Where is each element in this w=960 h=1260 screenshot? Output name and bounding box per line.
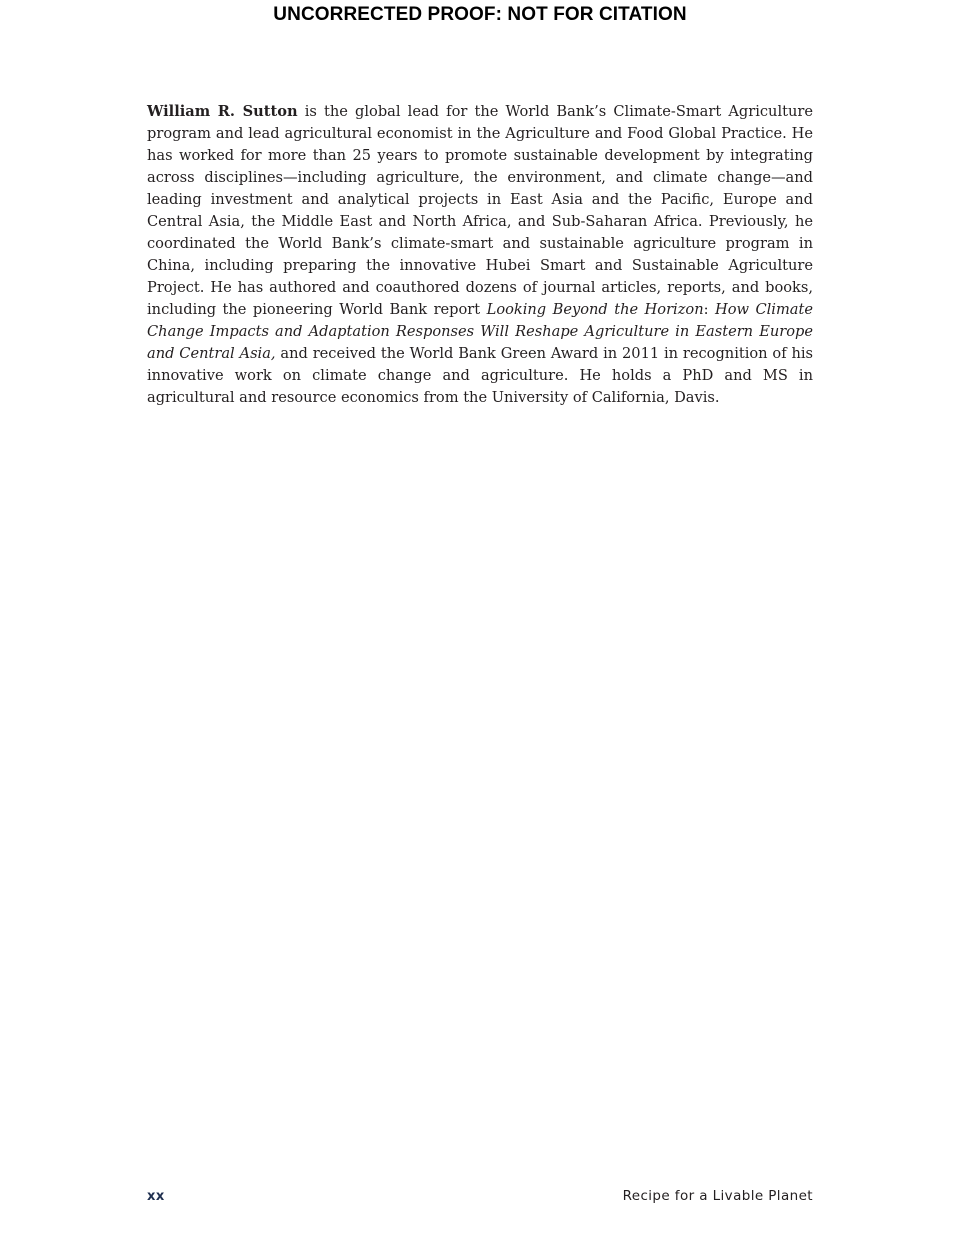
report-title-colon: :: [703, 301, 715, 318]
report-title-subtitle: How Climate Change Impacts and Adaptation Responses Will Reshape Agriculture in Eastern Europe and Central Asia,: [147, 301, 813, 362]
page-number: xx: [147, 1189, 165, 1204]
proof-banner: UNCORRECTED PROOF: NOT FOR CITATION: [273, 4, 687, 25]
bio-text-part-1: is the global lead for the World Bank’s Climate-Smart Agriculture program and lead agricultural economist in the Agriculture and Food Global Practice. He has worked for more than 25 years to promote sustainable development by integrating across disciplines—including agriculture, the environment, and climate change—and leading investment and analytical projects in East Asia and the Pacific, Europe and Central Asia, the Middle East and North Africa, and Sub-Saharan Africa. Previously, he coordinated the World Bank’s climate-smart and sustainable agriculture program in China, including preparing the innovative Hubei Smart and Sustainable Agriculture Project. He has authored and coauthored dozens of journal articles, reports, and books, including the pioneering World Bank report: [147, 103, 813, 318]
running-footer-book-title: Recipe for a Livable Planet: [622, 1188, 813, 1204]
bio-text-part-2: and received the World Bank Green Award in 2011 in recognition of his innovative work on climate change and agriculture. He holds a PhD and MS in agricultural and resource economics from the University of California, Davis.: [147, 345, 814, 406]
report-title-main: Looking Beyond the Horizon: [486, 301, 704, 318]
author-bio-paragraph: [147, 101, 813, 409]
author-name: William R. Sutton: [147, 103, 298, 120]
